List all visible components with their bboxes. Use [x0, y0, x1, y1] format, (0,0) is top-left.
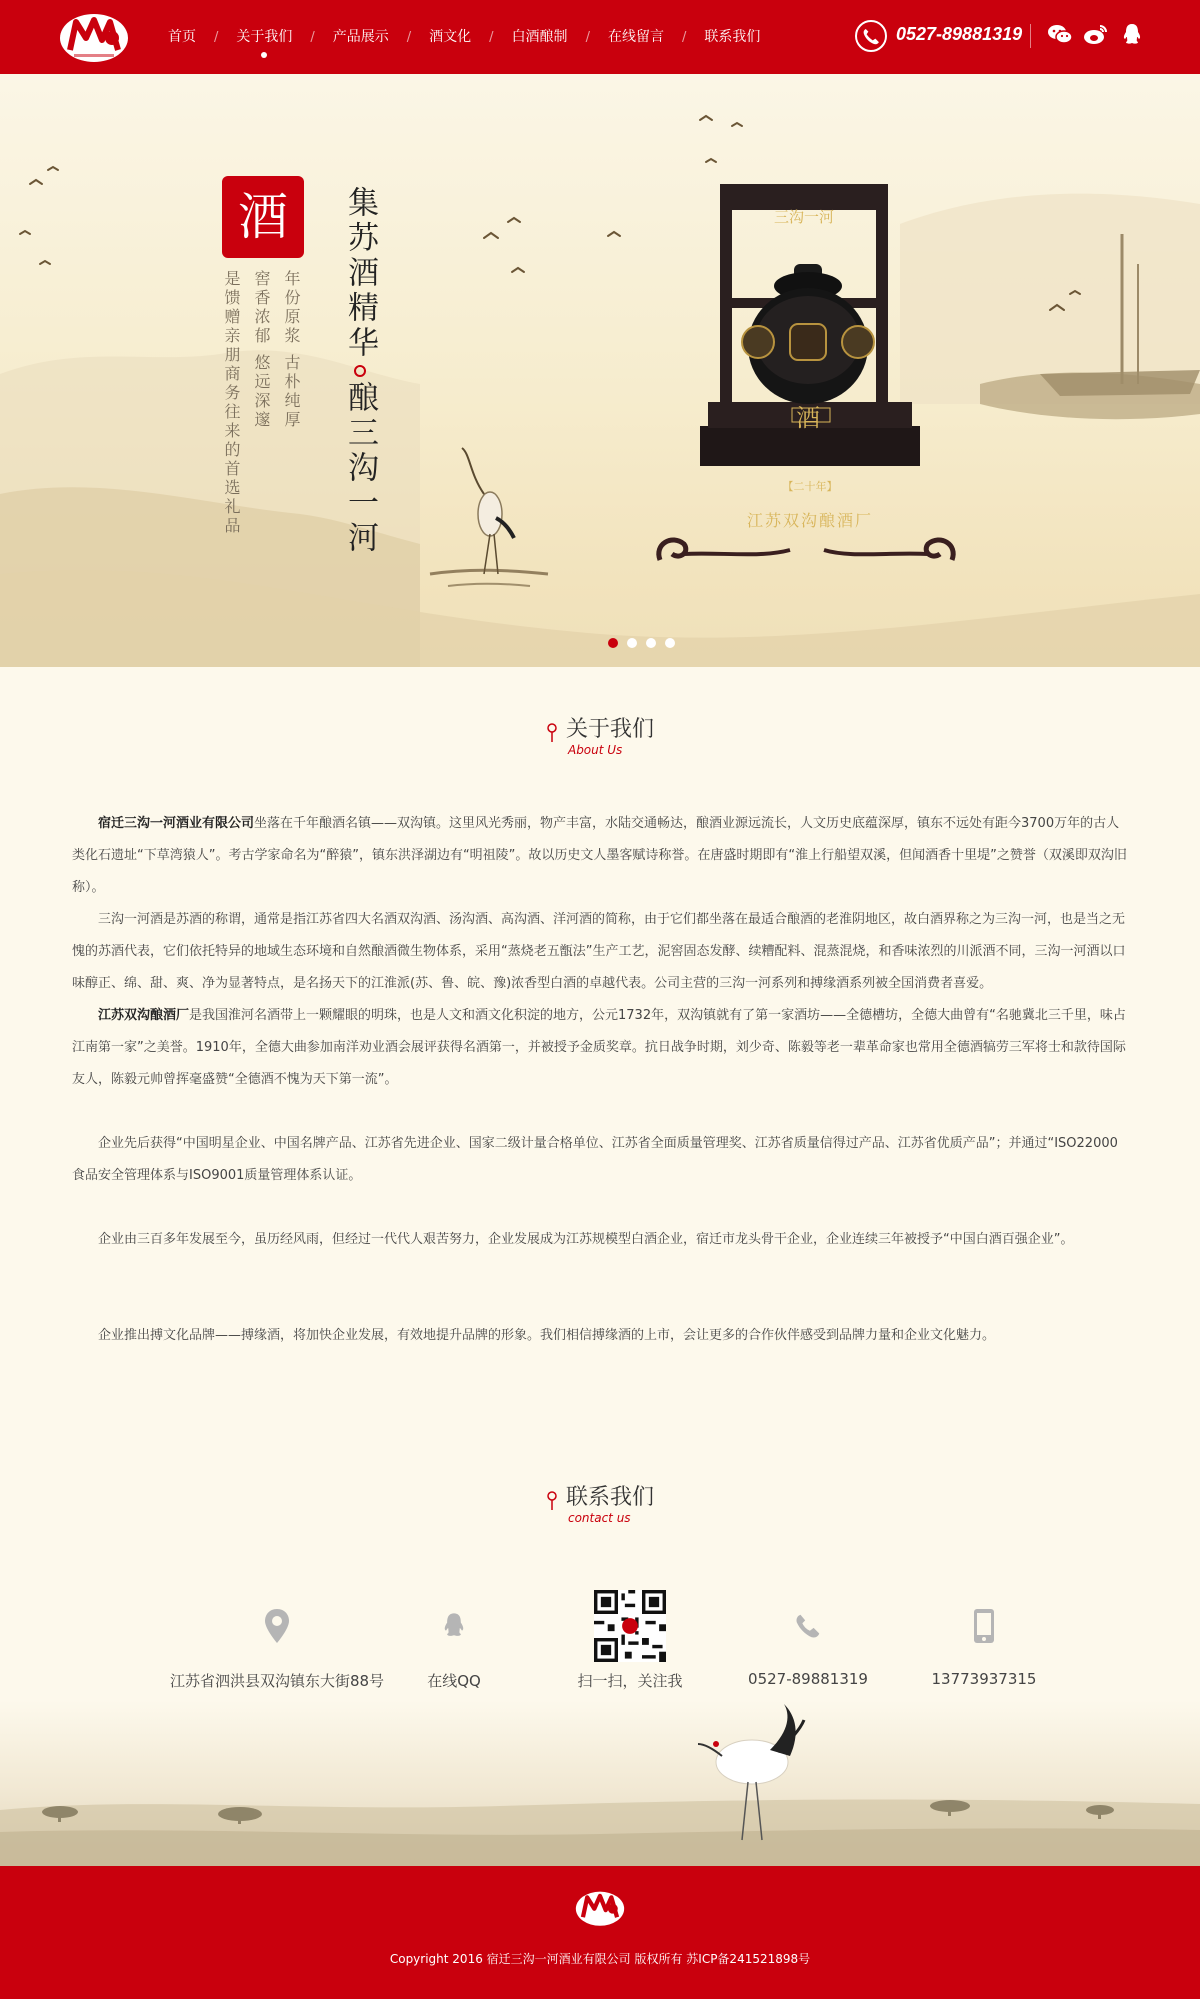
about-title: 关于我们 [565, 717, 654, 742]
phone-icon [793, 1611, 823, 1641]
slogan-line-1: 集苏酒精华 [342, 186, 378, 361]
nav-brewing[interactable] [494, 0, 586, 74]
nav-separator: / [310, 29, 315, 45]
nav-label: 首页 [168, 29, 196, 45]
nav-separator: / [681, 29, 687, 45]
main-nav [150, 0, 778, 74]
wechat-icon[interactable] [1046, 20, 1074, 48]
weibo-icon[interactable] [1082, 20, 1110, 48]
nav-label: 酒文化 [429, 29, 472, 45]
location-pin-icon [546, 1490, 558, 1510]
slogan-separator [354, 365, 366, 377]
rack-label: 三沟一河 [773, 208, 834, 226]
nav-label: 在线留言 [607, 29, 664, 45]
banner-slogan [338, 186, 383, 556]
qr-label: 扫一扫，关注我 [577, 1672, 683, 1690]
banner-scenery [0, 74, 1200, 667]
contact-list [0, 1588, 1200, 1698]
hero-banner [0, 74, 1200, 667]
location-pin-icon [263, 1607, 291, 1645]
nav-products[interactable] [315, 0, 407, 74]
slider-dot[interactable] [627, 638, 637, 648]
nav-about[interactable] [218, 0, 310, 74]
seal-stamp: 酒 [222, 176, 304, 258]
company-name: 宿迁三沟一河酒业有限公司 [98, 816, 255, 831]
mobile-icon [973, 1608, 995, 1644]
active-indicator [261, 52, 267, 58]
about-heading [0, 712, 1200, 758]
paragraph-text: 坐落在千年酿酒名镇——双沟镇。这里风光秀丽，物产丰富，水陆交通畅达，酿酒业源远流长，人文历史底蕴深厚，镇东不远处有距今3700万年的古人类化石遗址“下草湾猿人”。考古学家命名为“醉猿”，镇东洪泽湖边有“明祖陵”。故以历史文人墨客赋诗称誉。在唐盛时期即有“淮上行船望双溪，但闻酒香十里堤”之赞誉（双溪即双沟旧称）。 [72, 816, 1127, 895]
nav-home[interactable] [150, 0, 214, 74]
factory-name: 江苏双沟酿酒厂 [98, 1008, 190, 1023]
nav-separator: / [489, 29, 494, 45]
nav-label: 产品展示 [332, 29, 389, 45]
slider-dot[interactable] [646, 638, 656, 648]
nav-label: 联系我们 [704, 29, 761, 45]
contact-mobile[interactable] [864, 1588, 1104, 1688]
banner-subtext-1: 年份原浆 古朴纯厚 [282, 270, 301, 431]
about-subtitle: About Us [567, 743, 623, 757]
slider-pagination [608, 638, 675, 648]
site-footer [0, 1866, 1200, 1999]
landscape-illustration [0, 1700, 1200, 1866]
about-paragraph [72, 808, 1128, 904]
about-paragraph: 企业先后获得“中国明星企业、中国名牌产品、江苏省先进企业、国家二级计量合格单位、江苏省全面质量管理奖、江苏省质量信得过产品、江苏省优质产品”；并通过“ISO22000食品安全管理体系与ISO9001质量管理体系认证。 [72, 1136, 1118, 1183]
brand-logo-icon[interactable] [56, 8, 132, 66]
nav-label: 关于我们 [236, 29, 293, 45]
nav-contact[interactable] [686, 0, 778, 74]
about-paragraph: 三沟一河酒是苏酒的称谓，通常是指江苏省四大名酒双沟酒、汤沟酒、高沟酒、洋河酒的简称，由于它们都坐落在最适合酿酒的老淮阴地区，故白酒界称之为三沟一河，也是当之无愧的苏酒代表，它们依托特异的地域生态环境和自然酿酒微生物体系，采用“蒸烧老五甑法”生产工艺，泥窖固态发酵、续糟配料、混蒸混烧，和香味浓烈的川派酒不同，三沟一河酒以口味醇正、绵、甜、爽、净为显著特点，是名扬天下的江淮派(苏、鲁、皖、豫)浓香型白酒的卓越代表。公司主营的三沟一河系列和搏缘酒系列被全国消费者喜爱。 [72, 912, 1126, 991]
nav-separator: / [585, 29, 590, 45]
banner-subtext-2: 窖香浓郁 悠远深邃 [252, 270, 271, 431]
qq-icon [438, 1608, 470, 1644]
nav-wine-culture[interactable] [411, 0, 489, 74]
bottle-age-tag: 【二十年】 [782, 480, 838, 493]
header-phone[interactable]: 0527-89881319 [896, 24, 1023, 44]
paragraph-text: 是我国淮河名酒带上一颗耀眼的明珠，也是人文和酒文化积淀的地方，公元1732年，双沟镇就有了第一家酒坊——全德槽坊，全德大曲曾有“名驰冀北三千里，味占江南第一家”之美誉。1910年，全德大曲参加南洋劝业酒会展评获得名酒第一，并被授予金质奖章。抗日战争时期，刘少奇、陈毅等老一辈革命家也常用全德酒犒劳三军将士和款待国际友人，陈毅元帅曾挥毫盛赞“全德酒不愧为天下第一流”。 [72, 1008, 1126, 1087]
contact-subtitle: contact us [567, 1511, 631, 1525]
phone-number: 0527-89881319 [748, 1670, 868, 1688]
contact-title: 联系我们 [565, 1485, 654, 1510]
bottle-label: 酒 [796, 404, 820, 432]
copyright-text: Copyright 2016 宿迁三沟一河酒业有限公司 版权所有 苏ICP备241521898号 [389, 1952, 811, 1966]
nav-message[interactable] [590, 0, 682, 74]
mobile-number: 13773937315 [931, 1670, 1037, 1688]
nav-separator: / [214, 29, 219, 45]
phone-icon [855, 20, 887, 52]
address-text: 江苏省泗洪县双沟镇东大街88号 [169, 1672, 385, 1690]
slogan-line-2: 酿三沟一河 [342, 381, 378, 556]
rack-base-label: 江苏双沟酿酒厂 [746, 511, 873, 530]
nav-separator: / [406, 29, 412, 45]
slider-dot[interactable] [608, 638, 618, 648]
header-divider [1030, 24, 1031, 48]
brand-logo-icon[interactable] [573, 1886, 627, 1930]
nav-label: 白酒酿制 [511, 29, 568, 45]
site-header [0, 0, 1200, 74]
qq-icon[interactable] [1118, 20, 1146, 48]
about-paragraph: 企业由三百多年发展至今，虽历经风雨，但经过一代代人艰苦努力，企业发展成为江苏规模型白酒企业，宿迁市龙头骨干企业，企业连续三年被授予“中国白酒百强企业”。 [98, 1232, 1074, 1247]
about-paragraph: 企业推出搏文化品牌——搏缘酒，将加快企业发展，有效地提升品牌的形象。我们相信搏缘酒的上市，会让更多的合作伙伴感受到品牌力量和企业文化魅力。 [98, 1328, 996, 1343]
about-content [72, 808, 1128, 1352]
qr-code-icon [594, 1590, 666, 1662]
qq-label: 在线QQ [427, 1672, 481, 1690]
location-pin-icon [546, 722, 558, 742]
contact-heading [0, 1480, 1200, 1526]
about-paragraph [72, 1000, 1128, 1096]
banner-subtext-3: 是馈赠亲朋商务往来的首选礼品 [222, 270, 241, 536]
slider-dot[interactable] [665, 638, 675, 648]
